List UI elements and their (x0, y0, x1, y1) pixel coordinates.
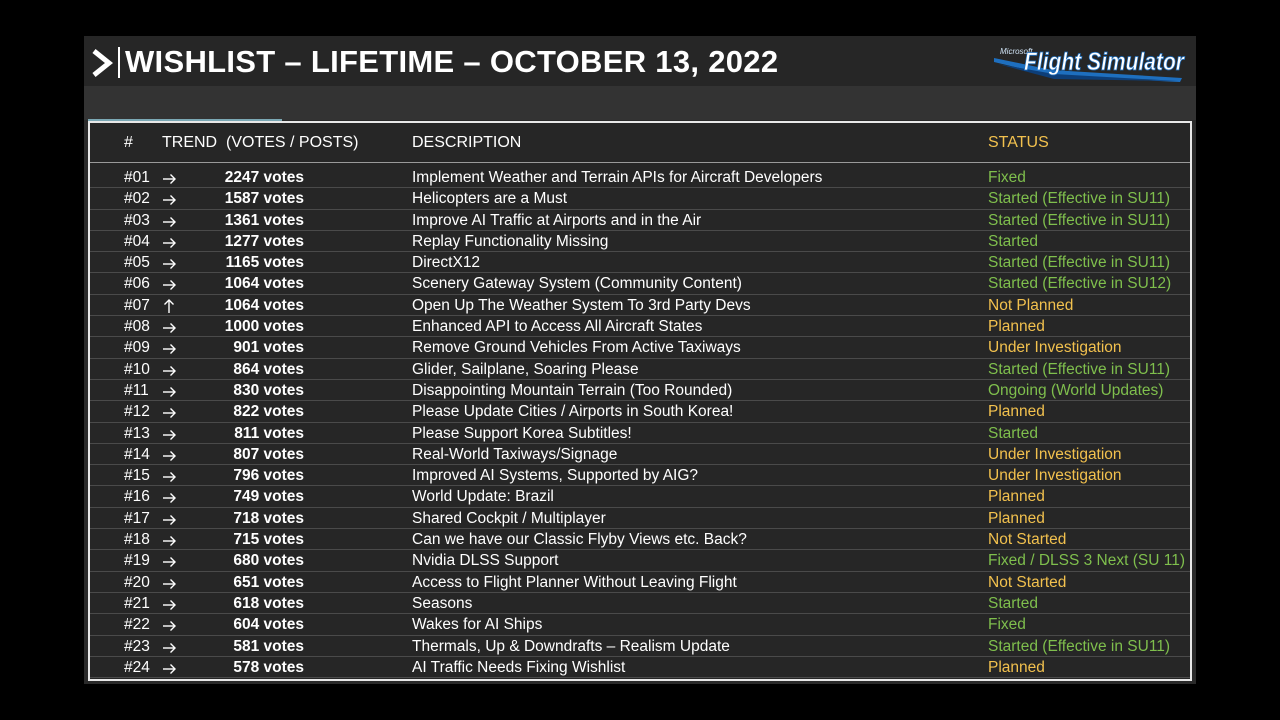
votes-cell: 811 votes (234, 424, 304, 442)
description-cell: World Update: Brazil (412, 488, 554, 506)
rank-cell: #21 (124, 594, 150, 612)
column-header-trend (162, 134, 358, 152)
votes-cell: 680 votes (233, 552, 304, 570)
rank-cell: #07 (124, 296, 150, 314)
description-cell: Shared Cockpit / Multiplayer (412, 509, 606, 527)
rank-cell: #24 (124, 658, 150, 676)
table-row (90, 550, 1190, 571)
title-bar (84, 36, 1196, 86)
rank-cell: #09 (124, 339, 150, 357)
table-row (90, 508, 1190, 529)
trend-right-arrow-icon (162, 211, 176, 230)
description-cell: Open Up The Weather System To 3rd Party Devs (412, 296, 751, 314)
votes-cell: 651 votes (233, 573, 304, 591)
rank-cell: #16 (124, 488, 150, 506)
trend-right-arrow-icon (162, 573, 176, 592)
votes-cell: 1000 votes (224, 318, 304, 336)
table-row (90, 401, 1190, 422)
title-divider (118, 47, 120, 78)
votes-cell: 718 votes (233, 509, 304, 527)
table-row (90, 657, 1190, 678)
trend-right-arrow-icon (162, 487, 176, 506)
table-row (90, 486, 1190, 507)
votes-cell: 1361 votes (224, 211, 304, 229)
trend-right-arrow-icon (162, 658, 176, 677)
status-cell: Ongoing (World Updates) (988, 381, 1164, 399)
status-cell: Planned (988, 403, 1045, 421)
table-header (90, 123, 1190, 163)
description-cell: DirectX12 (412, 254, 481, 272)
trend-right-arrow-icon (162, 637, 176, 656)
description-cell: Glider, Sailplane, Soaring Please (412, 360, 639, 378)
table-row (90, 295, 1190, 316)
table-row (90, 614, 1190, 635)
trend-right-arrow-icon (162, 317, 176, 336)
trend-right-arrow-icon (162, 402, 176, 421)
votes-cell: 581 votes (233, 637, 304, 655)
table-row (90, 252, 1190, 273)
table-row (90, 593, 1190, 614)
rank-cell: #08 (124, 318, 150, 336)
status-cell: Not Started (988, 573, 1067, 591)
chevron-right-icon (91, 48, 113, 78)
table-row (90, 423, 1190, 444)
rank-cell: #23 (124, 637, 150, 655)
table-row (90, 529, 1190, 550)
description-cell: Nvidia DLSS Support (412, 552, 559, 570)
table-row (90, 167, 1190, 188)
trend-right-arrow-icon (162, 381, 176, 400)
votes-cell: 1277 votes (224, 232, 304, 250)
rank-cell: #19 (124, 552, 150, 570)
column-header-trend-label: TREND (VOTES / POSTS) (162, 134, 359, 151)
description-cell: Helicopters are a Must (412, 190, 568, 208)
rank-cell: #11 (124, 381, 149, 399)
table-row (90, 210, 1190, 231)
table-row (90, 273, 1190, 294)
trend-right-arrow-icon (162, 168, 176, 187)
status-cell: Started (Effective in SU11) (988, 254, 1171, 272)
table-row (90, 231, 1190, 252)
description-cell: Improve AI Traffic at Airports and in the Air (412, 211, 702, 229)
rank-cell: #04 (124, 232, 150, 250)
rank-cell: #06 (124, 275, 150, 293)
trend-right-arrow-icon (162, 360, 176, 379)
votes-cell: 2247 votes (224, 169, 304, 186)
votes-cell: 1064 votes (224, 296, 304, 314)
status-cell: Started (Effective in SU11) (988, 190, 1171, 208)
table-body (90, 167, 1190, 678)
description-cell: Can we have our Classic Flyby Views etc. Back? (412, 531, 747, 549)
page-title: WISHLIST – LIFETIME – OCTOBER 13, 2022 (125, 44, 779, 79)
table-row (90, 359, 1190, 380)
trend-right-arrow-icon (162, 530, 176, 549)
table-row (90, 465, 1190, 486)
logo-small-text: Microsoft (1000, 47, 1033, 56)
trend-right-arrow-icon (162, 338, 176, 357)
logo-main-text: Flight Simulator (1024, 48, 1186, 76)
column-header-description: DESCRIPTION (412, 134, 522, 151)
status-cell: Fixed (988, 169, 1026, 186)
description-cell: Thermals, Up & Downdrafts – Realism Update (412, 637, 730, 655)
trend-right-arrow-icon (162, 445, 176, 464)
status-cell: Fixed / DLSS 3 Next (SU 11) (988, 552, 1185, 570)
rank-cell: #15 (124, 467, 150, 485)
description-cell: Remove Ground Vehicles From Active Taxiways (412, 339, 741, 357)
column-header-status: STATUS (988, 134, 1049, 151)
trend-right-arrow-icon (162, 509, 176, 528)
trend-up-arrow-icon (162, 296, 176, 315)
votes-cell: 578 votes (233, 658, 304, 676)
votes-cell: 822 votes (233, 403, 304, 421)
status-cell: Under Investigation (988, 445, 1122, 463)
description-cell: Please Support Korea Subtitles! (412, 424, 632, 442)
description-cell: Access to Flight Planner Without Leaving Flight (412, 573, 737, 591)
rank-cell: #14 (124, 445, 150, 463)
rank-cell: #10 (124, 360, 150, 378)
status-cell: Started (Effective in SU11) (988, 360, 1171, 378)
table-row (90, 188, 1190, 209)
status-cell: Planned (988, 318, 1045, 336)
description-cell: Improved AI Systems, Supported by AIG? (412, 467, 699, 485)
trend-right-arrow-icon (162, 615, 176, 634)
flight-simulator-logo (992, 40, 1188, 84)
status-cell: Started (Effective in SU12) (988, 275, 1172, 293)
trend-right-arrow-icon (162, 232, 176, 251)
status-cell: Planned (988, 488, 1045, 506)
tab-strip (84, 86, 1196, 120)
trend-right-arrow-icon (162, 189, 176, 208)
votes-cell: 1587 votes (224, 190, 304, 208)
votes-cell: 604 votes (233, 616, 304, 634)
description-cell: AI Traffic Needs Fixing Wishlist (412, 658, 626, 676)
status-cell: Planned (988, 509, 1045, 527)
rank-cell: #12 (124, 403, 150, 421)
votes-cell: 1064 votes (224, 275, 304, 293)
status-cell: Started (988, 424, 1038, 442)
rank-cell: #18 (124, 531, 150, 549)
trend-right-arrow-icon (162, 466, 176, 485)
rank-cell: #20 (124, 573, 150, 591)
trend-right-arrow-icon (162, 551, 176, 570)
votes-cell: 864 votes (233, 360, 304, 378)
votes-cell: 715 votes (233, 531, 304, 549)
votes-cell: 749 votes (233, 488, 304, 506)
table-row (90, 316, 1190, 337)
description-cell: Wakes for AI Ships (412, 616, 543, 634)
description-cell: Replay Functionality Missing (412, 232, 609, 250)
status-cell: Not Started (988, 531, 1067, 549)
rank-cell: #02 (124, 190, 150, 208)
trend-right-arrow-icon (162, 424, 176, 443)
wishlist-table (88, 121, 1192, 681)
table-row (90, 380, 1190, 401)
status-cell: Started (Effective in SU11) (988, 211, 1171, 229)
rank-cell: #17 (124, 509, 150, 527)
trend-right-arrow-icon (162, 274, 176, 293)
votes-cell: 807 votes (233, 445, 304, 463)
status-cell: Fixed (988, 616, 1026, 634)
description-cell: Enhanced API to Access All Aircraft States (412, 318, 703, 336)
table-row (90, 337, 1190, 358)
trend-right-arrow-icon (162, 594, 176, 613)
table-row (90, 636, 1190, 657)
rank-cell: #22 (124, 616, 150, 634)
status-cell: Not Planned (988, 296, 1074, 314)
votes-cell: 796 votes (233, 467, 304, 485)
status-cell: Under Investigation (988, 467, 1122, 485)
votes-cell: 618 votes (233, 594, 304, 612)
rank-cell: #05 (124, 254, 150, 272)
column-header-rank: # (124, 134, 133, 151)
rank-cell: #03 (124, 211, 150, 229)
votes-cell: 901 votes (233, 339, 304, 357)
votes-cell: 830 votes (233, 381, 304, 399)
description-cell: Please Update Cities / Airports in South Korea! (412, 403, 734, 421)
description-cell: Scenery Gateway System (Community Content) (412, 275, 742, 293)
status-cell: Planned (988, 658, 1045, 676)
description-cell: Seasons (412, 594, 473, 612)
description-cell: Disappointing Mountain Terrain (Too Rounded) (412, 381, 733, 399)
table-row (90, 444, 1190, 465)
description-cell: Real-World Taxiways/Signage (412, 445, 618, 463)
status-cell: Under Investigation (988, 339, 1122, 357)
rank-cell: #01 (124, 169, 150, 186)
status-cell: Started (988, 594, 1038, 612)
status-cell: Started (Effective in SU11) (988, 637, 1171, 655)
description-cell: Implement Weather and Terrain APIs for Aircraft Developers (412, 169, 823, 186)
table-row (90, 572, 1190, 593)
rank-cell: #13 (124, 424, 150, 442)
votes-cell: 1165 votes (225, 254, 304, 272)
trend-right-arrow-icon (162, 253, 176, 272)
status-cell: Started (988, 232, 1038, 250)
